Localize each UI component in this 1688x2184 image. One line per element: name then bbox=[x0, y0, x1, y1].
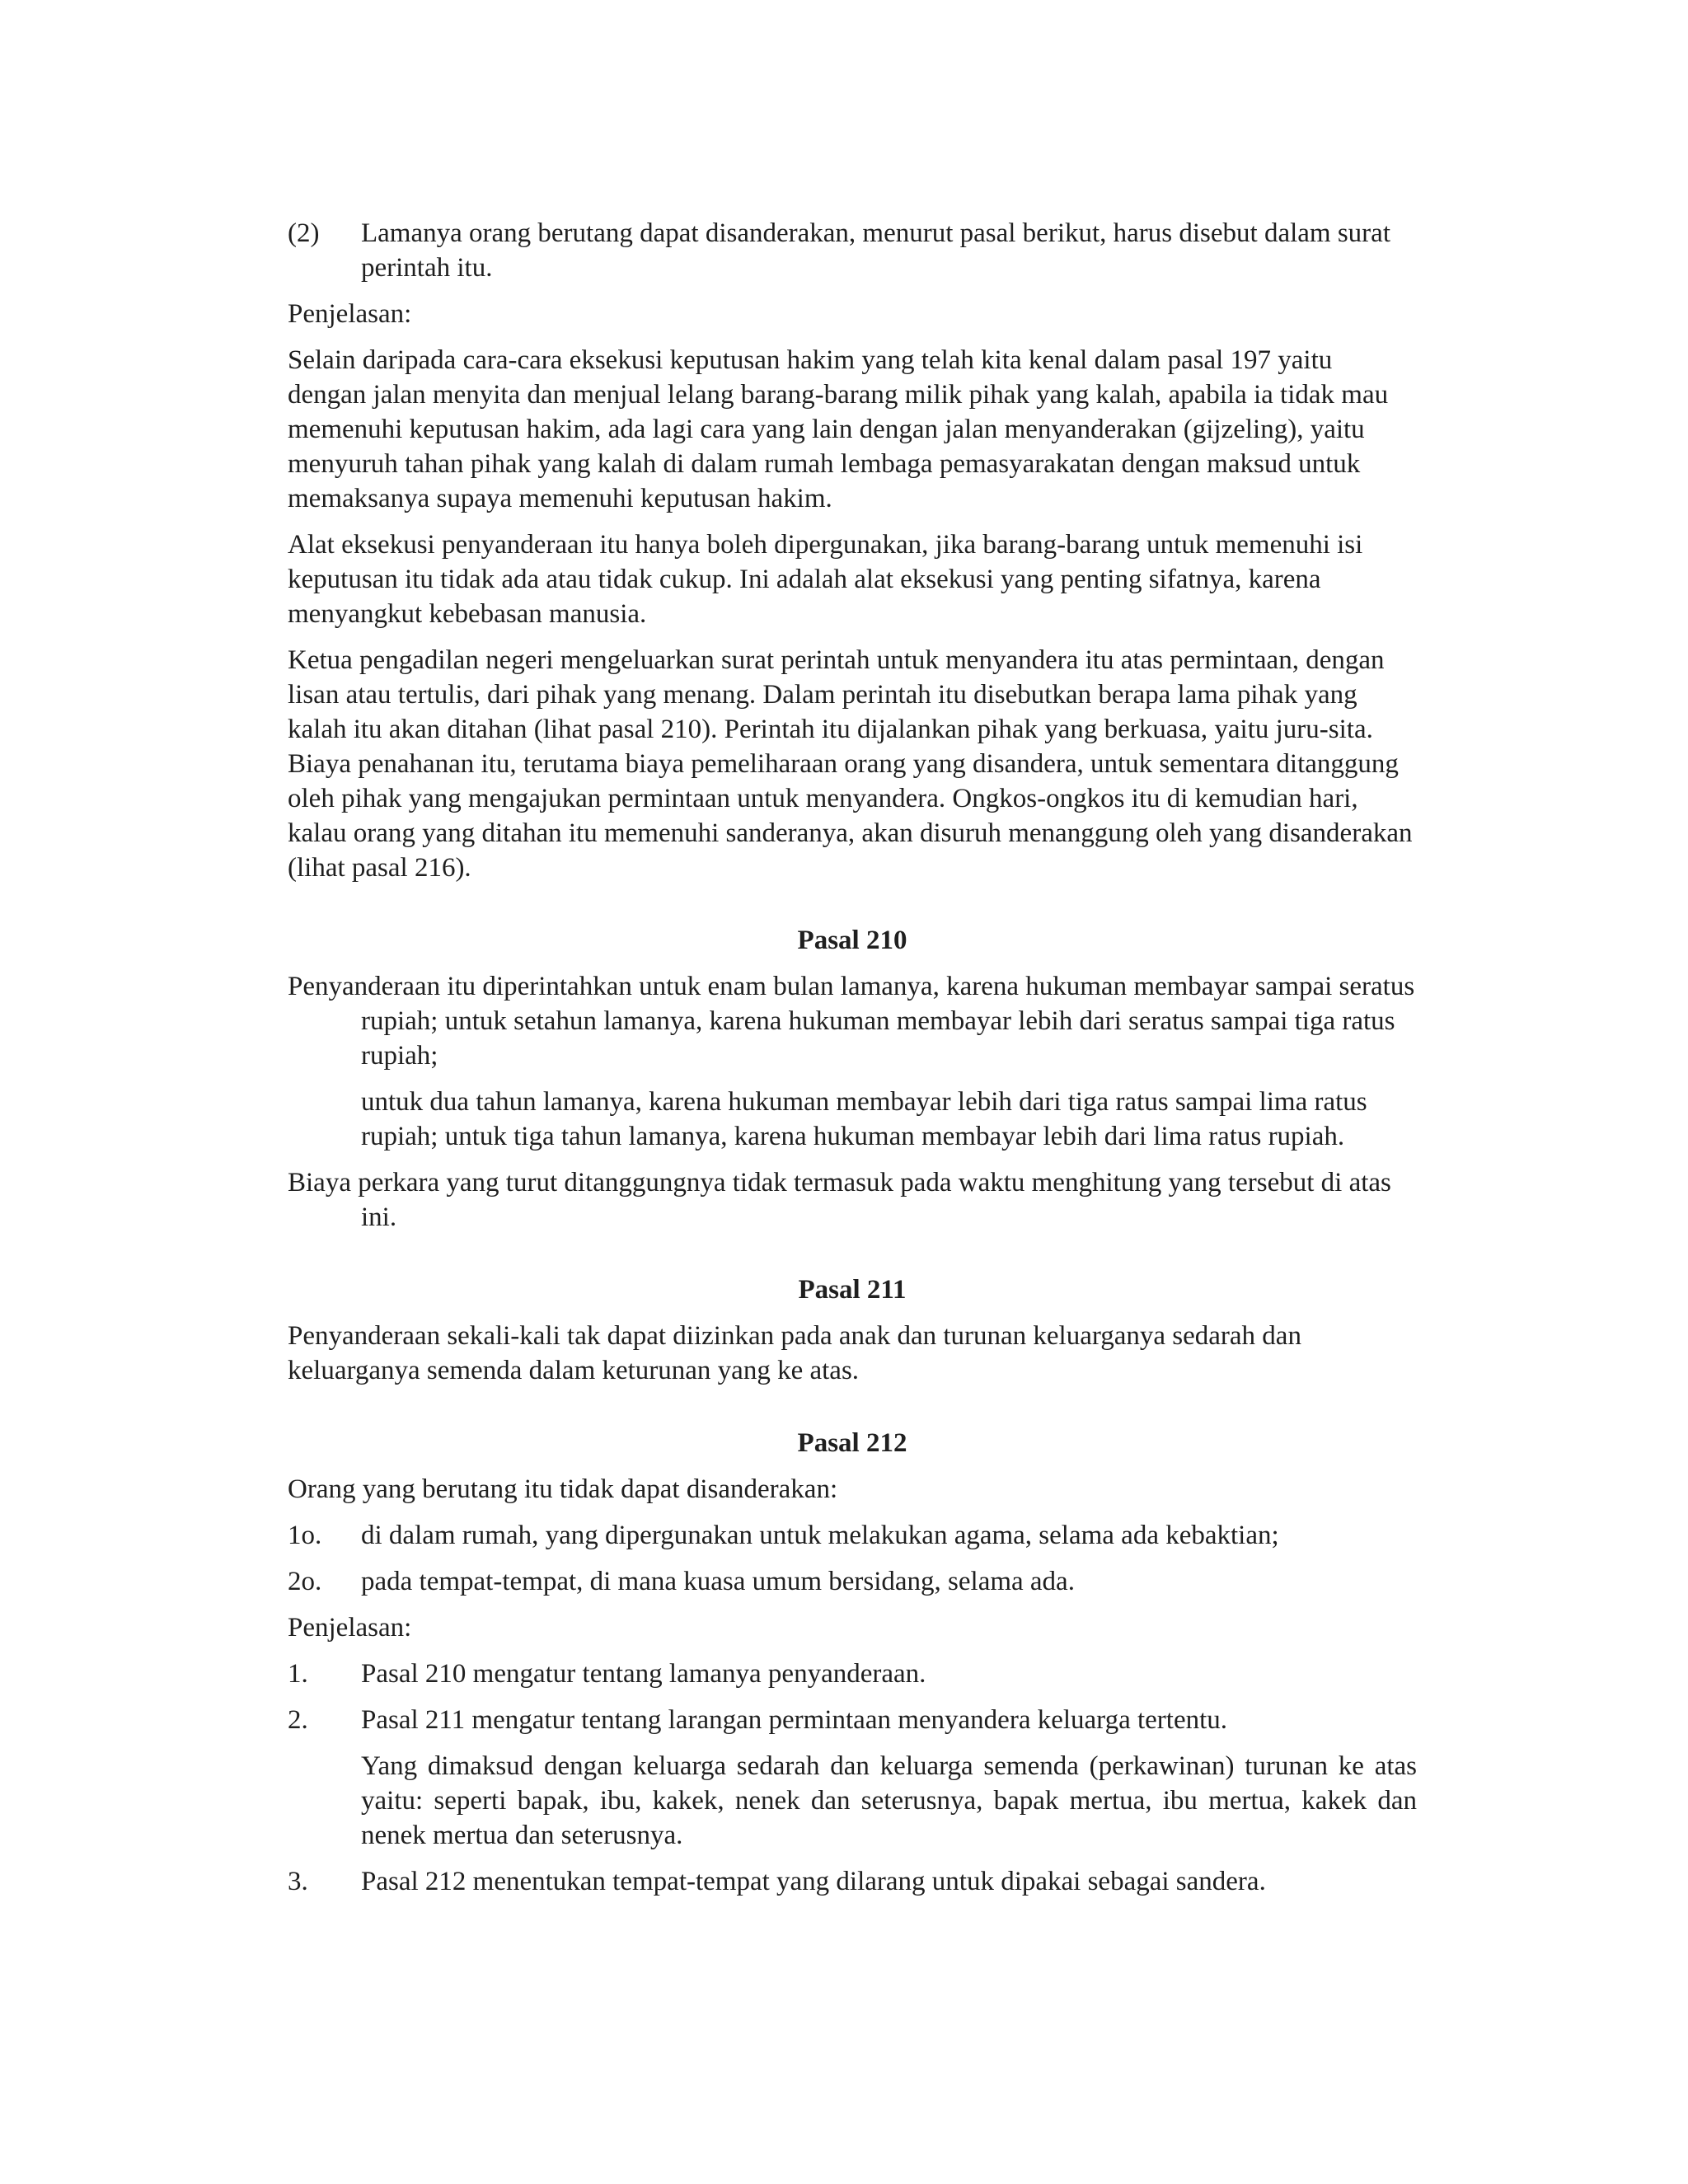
item-text: pada tempat-tempat, di mana kuasa umum bersidang, selama ada. bbox=[361, 1567, 1075, 1596]
item-text: di dalam rumah, yang dipergunakan untuk melakukan agama, selama ada kebaktian; bbox=[361, 1521, 1279, 1550]
item-number: 2o. bbox=[288, 1567, 322, 1596]
explanation-paragraph: Ketua pengadilan negeri mengeluarkan surat perintah untuk menyandera itu atas permintaan, dengan lisan atau tertulis, dari pihak yang menang. Dalam perintah itu disebutkan berapa lama pihak yang kalah itu akan ditahan (lihat pasal 210). Perintah itu dijalankan pihak yang berkuasa, yaitu juru-sita. Biaya penahanan itu, terutama biaya pemeliharaan orang yang disandera, untuk sementara ditanggung oleh pihak yang mengajukan permintaan untuk menyandera. Ongkos-ongkos itu di kemudian hari, kalau orang yang ditahan itu memenuhi sanderanya, akan disuruh menanggung oleh yang disanderakan (lihat pasal 216). bbox=[288, 645, 1413, 883]
pasal-212-heading: Pasal 212 bbox=[797, 1428, 907, 1458]
explanation-paragraph: Alat eksekusi penyanderaan itu hanya boleh dipergunakan, jika barang-barang untuk memenuhi isi keputusan itu tidak ada atau tidak cukup. Ini adalah alat eksekusi yang penting sifatnya, karena menyangkut kebebasan manusia. bbox=[288, 530, 1363, 629]
pasal-210-heading: Pasal 210 bbox=[797, 926, 907, 955]
pasal-211-heading: Pasal 211 bbox=[798, 1275, 907, 1305]
list-item bbox=[288, 1703, 1417, 1737]
pasal-210-paragraph: untuk dua tahun lamanya, karena hukuman membayar lebih dari tiga ratus sampai lima ratus rupiah; untuk tiga tahun lamanya, karena hukuman membayar lebih dari lima ratus rupiah. bbox=[361, 1087, 1367, 1151]
item-number: 2. bbox=[288, 1705, 308, 1735]
pasal-210-paragraph: Penyanderaan itu diperintahkan untuk enam bulan lamanya, karena hukuman membayar sampai seratus rupiah; untuk setahun lamanya, karena hukuman membayar lebih dari seratus sampai tiga ratus rupiah; bbox=[288, 972, 1415, 1071]
list-item bbox=[288, 1564, 1417, 1599]
list-item bbox=[288, 1864, 1417, 1899]
item-text: Pasal 212 menentukan tempat-tempat yang dilarang untuk dipakai sebagai sandera. bbox=[361, 1867, 1266, 1896]
pasal-212-lead: Orang yang berutang itu tidak dapat disanderakan: bbox=[288, 1474, 838, 1504]
pasal-211-paragraph: Penyanderaan sekali-kali tak dapat diizinkan pada anak dan turunan keluarganya sedarah dan keluarganya semenda dalam keturunan yang ke atas. bbox=[288, 1321, 1301, 1385]
explanation-paragraph: Selain daripada cara-cara eksekusi keputusan hakim yang telah kita kenal dalam pasal 197 yaitu dengan jalan menyita dan menjual lelang barang-barang milik pihak yang kalah, apabila ia tidak mau memenuhi keputusan hakim, ada lagi cara yang lain dengan jalan menyanderakan (gijzeling), yaitu menyuruh tahan pihak yang kalah di dalam rumah lembaga pemasyarakatan dengan maksud untuk memaksanya supaya memenuhi keputusan hakim. bbox=[288, 345, 1389, 513]
item-number: (2) bbox=[288, 218, 320, 248]
item-text: Pasal 210 mengatur tentang lamanya penyanderaan. bbox=[361, 1659, 926, 1689]
item-number: 1. bbox=[288, 1659, 308, 1689]
penjelasan-label: Penjelasan: bbox=[288, 299, 412, 329]
penjelasan-label: Penjelasan: bbox=[288, 1613, 412, 1643]
item-number: 1o. bbox=[288, 1521, 322, 1550]
pasal-210-paragraph: Biaya perkara yang turut ditanggungnya tidak termasuk pada waktu menghitung yang tersebut di atas ini. bbox=[288, 1168, 1391, 1232]
item-text: Pasal 211 mengatur tentang larangan permintaan menyandera keluarga tertentu. bbox=[361, 1705, 1228, 1735]
list-item bbox=[288, 1518, 1417, 1553]
item-number: 3. bbox=[288, 1867, 308, 1896]
item-text: Lamanya orang berutang dapat disanderakan, menurut pasal berikut, harus disebut dalam surat perintah itu. bbox=[361, 218, 1390, 283]
note-continuation: Yang dimaksud dengan keluarga sedarah dan keluarga semenda (perkawinan) turunan ke atas yaitu: seperti bapak, ibu, kakek, nenek dan seterusnya, bapak mertua, ibu mertua, kakek dan nenek mertua dan seterusnya. bbox=[361, 1751, 1417, 1850]
document-page bbox=[288, 216, 1417, 1910]
list-item bbox=[288, 1657, 1417, 1691]
item-2 bbox=[288, 216, 1417, 285]
